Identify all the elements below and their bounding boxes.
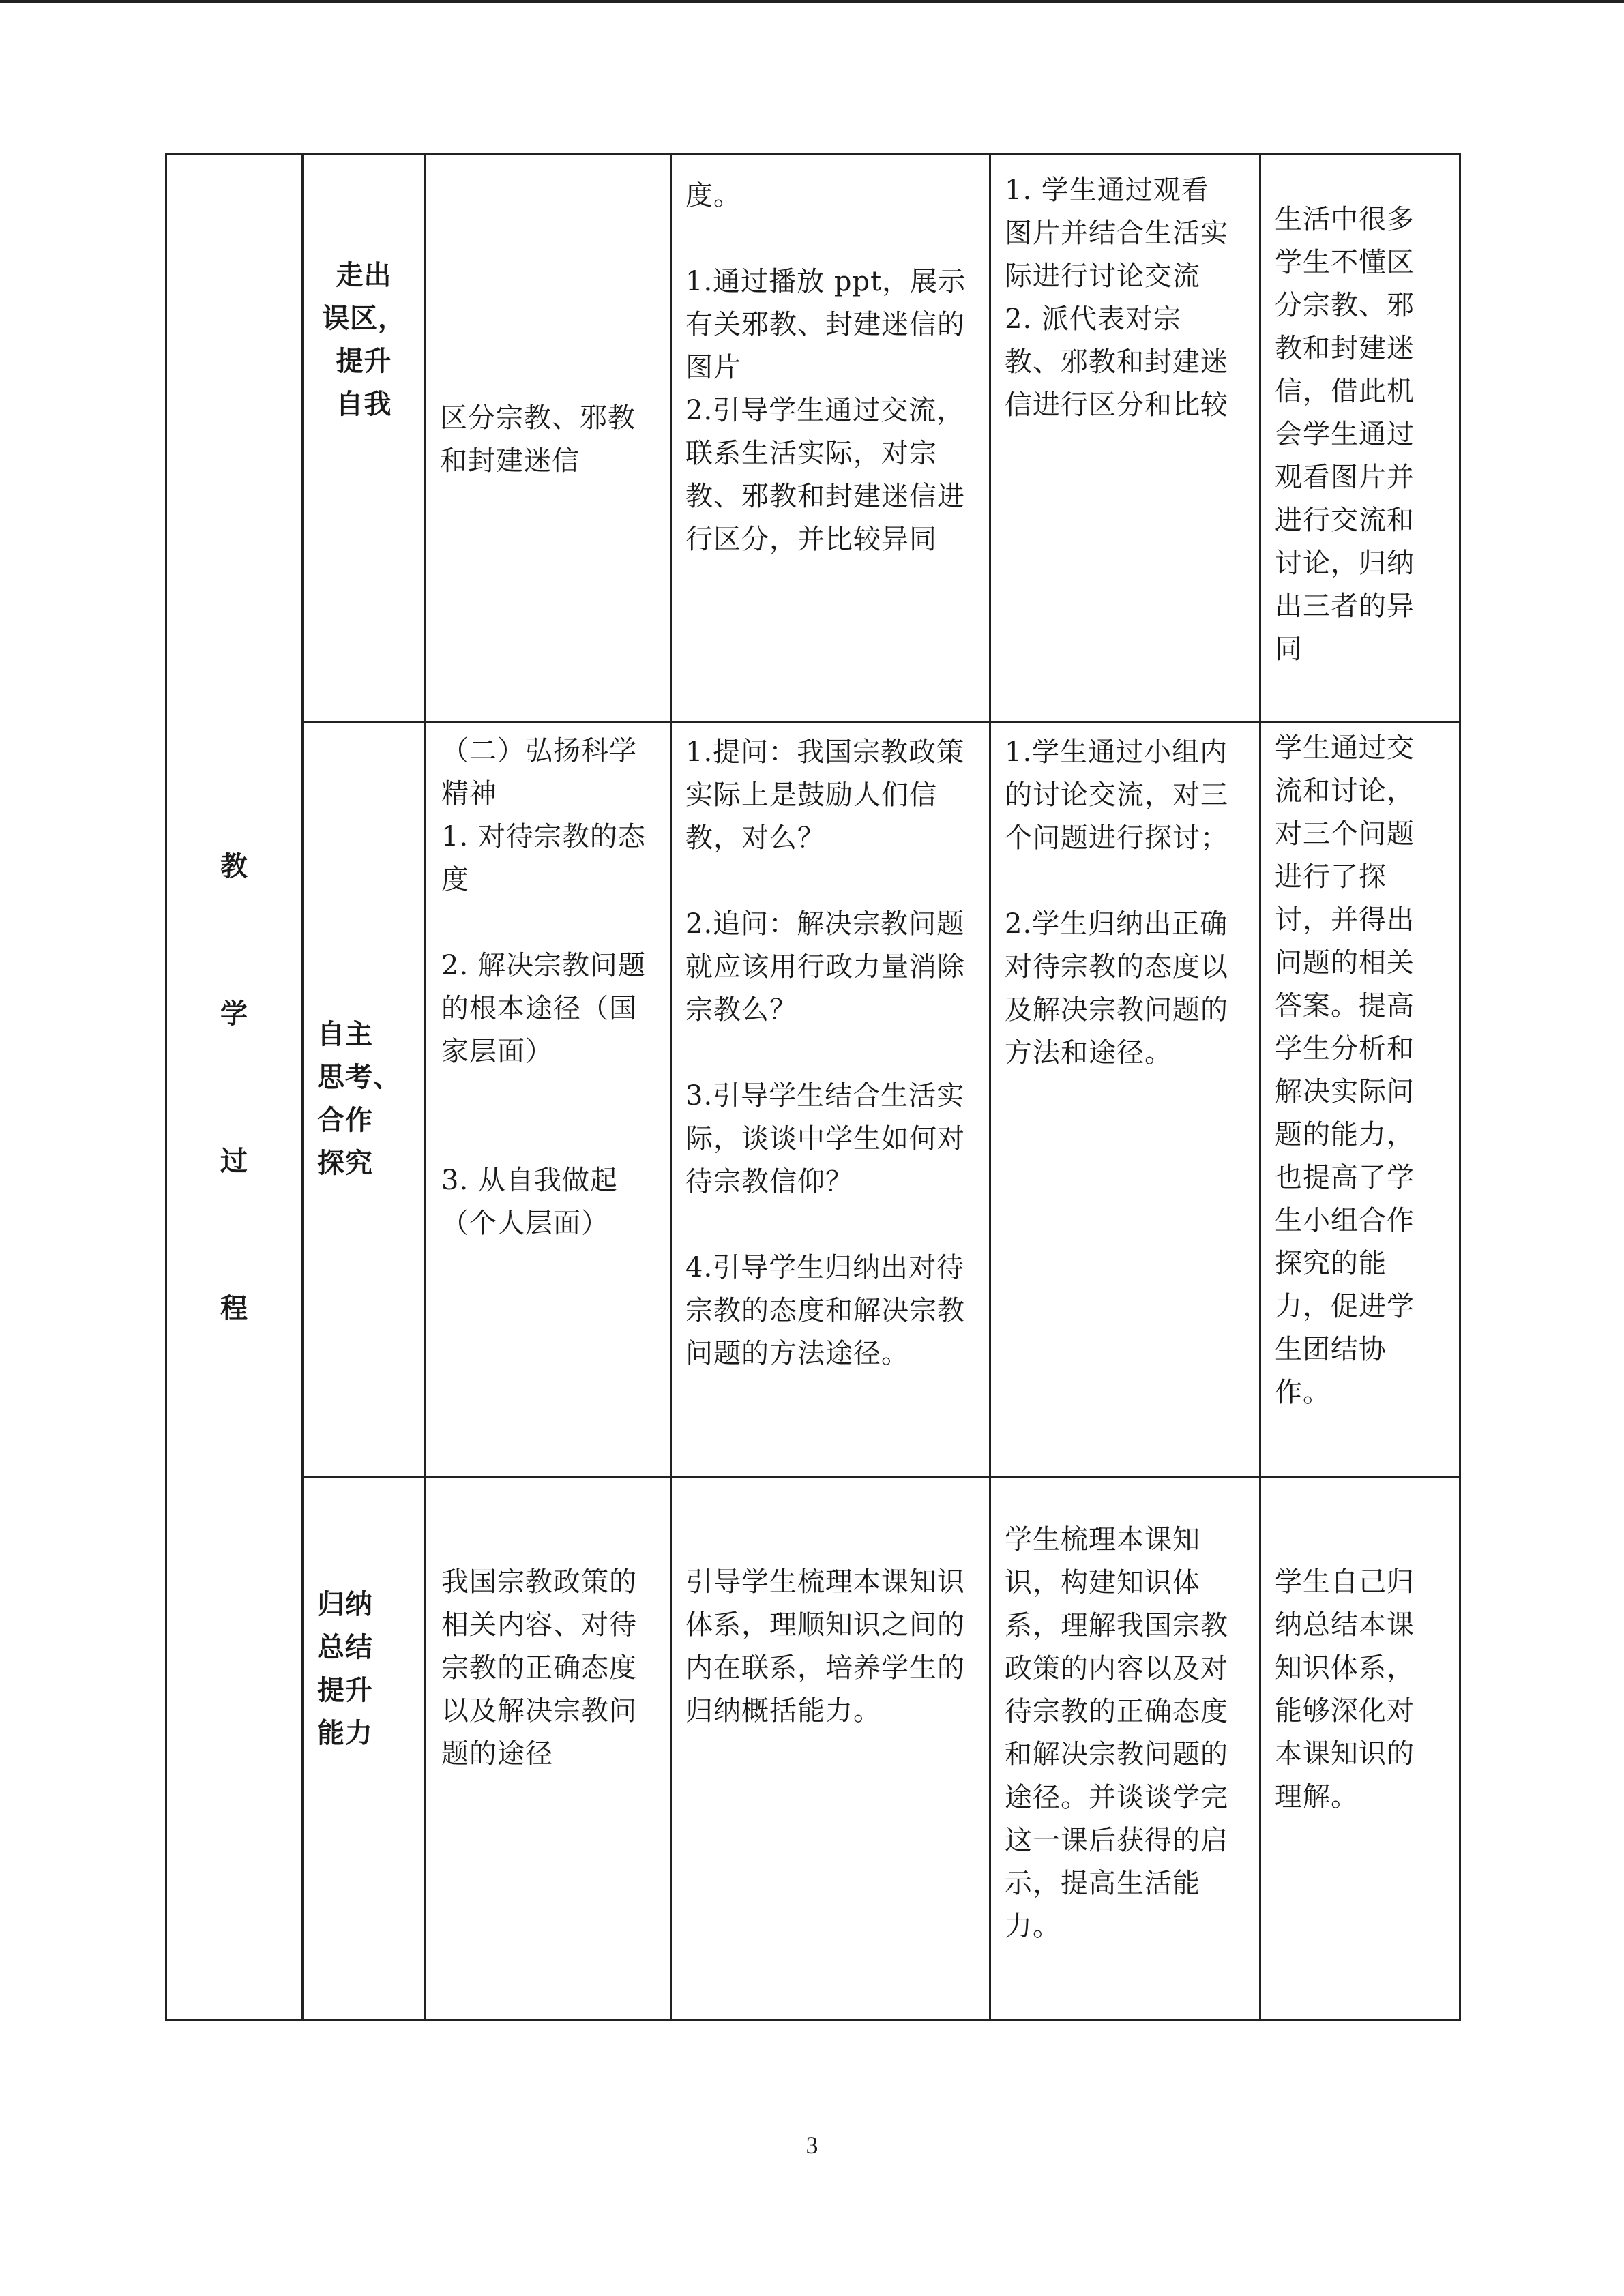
page-top-border	[0, 0, 1624, 3]
design-intent-cell	[1260, 155, 1460, 722]
design-intent-cell	[1260, 722, 1460, 1477]
link-cell	[303, 722, 426, 1477]
lesson-plan-table	[165, 153, 1461, 2021]
process-char: 学	[220, 998, 248, 1030]
teacher-activity-text: 1.提问：我国宗教政策 实际上是鼓励人们信 教，对么？ 2.追问：解决宗教问题 就应该用行政力量消除 宗教么？ 3.引导学生结合生活实 际，谈谈中学生如何对 待宗教信仰？ 4.引导学生归纳出对待 宗教的态度和解决宗教 问题的方法途径。	[685, 736, 965, 1369]
content-text: 我国宗教政策的 相关内容、对待 宗教的正确态度 以及解决宗教问 题的途径	[441, 1566, 637, 1770]
content-cell	[426, 722, 671, 1477]
student-activity-text: 1. 学生通过观看 图片并结合生活实 际进行讨论交流 2. 派代表对宗 教、邪教和封建迷 信进行区分和比较	[1005, 175, 1228, 421]
link-title: 自主 思考、 合作 探究	[317, 1019, 401, 1179]
process-label	[214, 793, 255, 1382]
process-char: 教	[220, 850, 248, 882]
link-cell	[303, 1477, 426, 2021]
student-activity-cell	[990, 155, 1260, 722]
student-activity-text: 学生梳理本课知 识，构建知识体 系，理解我国宗教 政策的内容以及对 待宗教的正确态度 和解决宗教问题的 途径。并谈谈学完 这一课后获得的启 示，提高生活能 力。	[1005, 1524, 1228, 1942]
design-intent-cell	[1260, 1477, 1460, 2021]
design-intent-text: 生活中很多 学生不懂区 分宗教、邪 教和封建迷 信，借此机 会学生通过 观看图片并 进行交流和 讨论，归纳 出三者的异 同	[1275, 204, 1415, 665]
teacher-activity-cell	[671, 155, 990, 722]
student-activity-cell	[990, 722, 1260, 1477]
process-column-cell	[166, 155, 303, 2021]
student-activity-cell	[990, 1477, 1260, 2021]
design-intent-text: 学生自己归 纳总结本课 知识体系， 能够深化对 本课知识的 理解。	[1275, 1566, 1415, 1813]
table-row	[166, 155, 1460, 722]
link-cell	[303, 155, 426, 722]
student-activity-text: 1.学生通过小组内 的讨论交流，对三 个问题进行探讨； 2.学生归纳出正确 对待宗教的态度以 及解决宗教问题的 方法和途径。	[1005, 736, 1228, 1069]
page-number: 3	[806, 2132, 818, 2159]
content-cell	[426, 1477, 671, 2021]
table-row	[166, 722, 1460, 1477]
content-text: （二）弘扬科学 精神 1. 对待宗教的态 度 2. 解决宗教问题 的根本途径（国 家层面） 3. 从自我做起 （个人层面）	[441, 735, 646, 1239]
table-row	[166, 1477, 1460, 2021]
teacher-activity-text: 度。 1.通过播放 ppt，展示 有关邪教、封建迷信的 图片 2.引导学生通过交流， 联系生活实际，对宗 教、邪教和封建迷信进 行区分，并比较异同	[685, 180, 966, 555]
process-char: 过	[220, 1145, 248, 1177]
teacher-activity-cell	[671, 722, 990, 1477]
link-title: 归纳 总结 提升 能力	[317, 1589, 373, 1749]
content-text: 区分宗教、邪教 和封建迷信	[440, 402, 636, 477]
content-cell	[426, 155, 671, 722]
process-char: 程	[220, 1292, 248, 1324]
teacher-activity-cell	[671, 1477, 990, 2021]
design-intent-text: 学生通过交 流和讨论， 对三个问题 进行了探 讨，并得出 问题的相关 答案。提高 学生分析和 解决实际问 题的能力， 也提高了学 生小组合作 探究的能 力，促进学 生团结协 作。	[1275, 732, 1415, 1408]
teacher-activity-text: 引导学生梳理本课知识 体系，理顺知识之间的 内在联系，培养学生的 归纳概括能力。	[685, 1566, 965, 1727]
link-title: 走出 误区， 提升 自我	[322, 260, 406, 420]
